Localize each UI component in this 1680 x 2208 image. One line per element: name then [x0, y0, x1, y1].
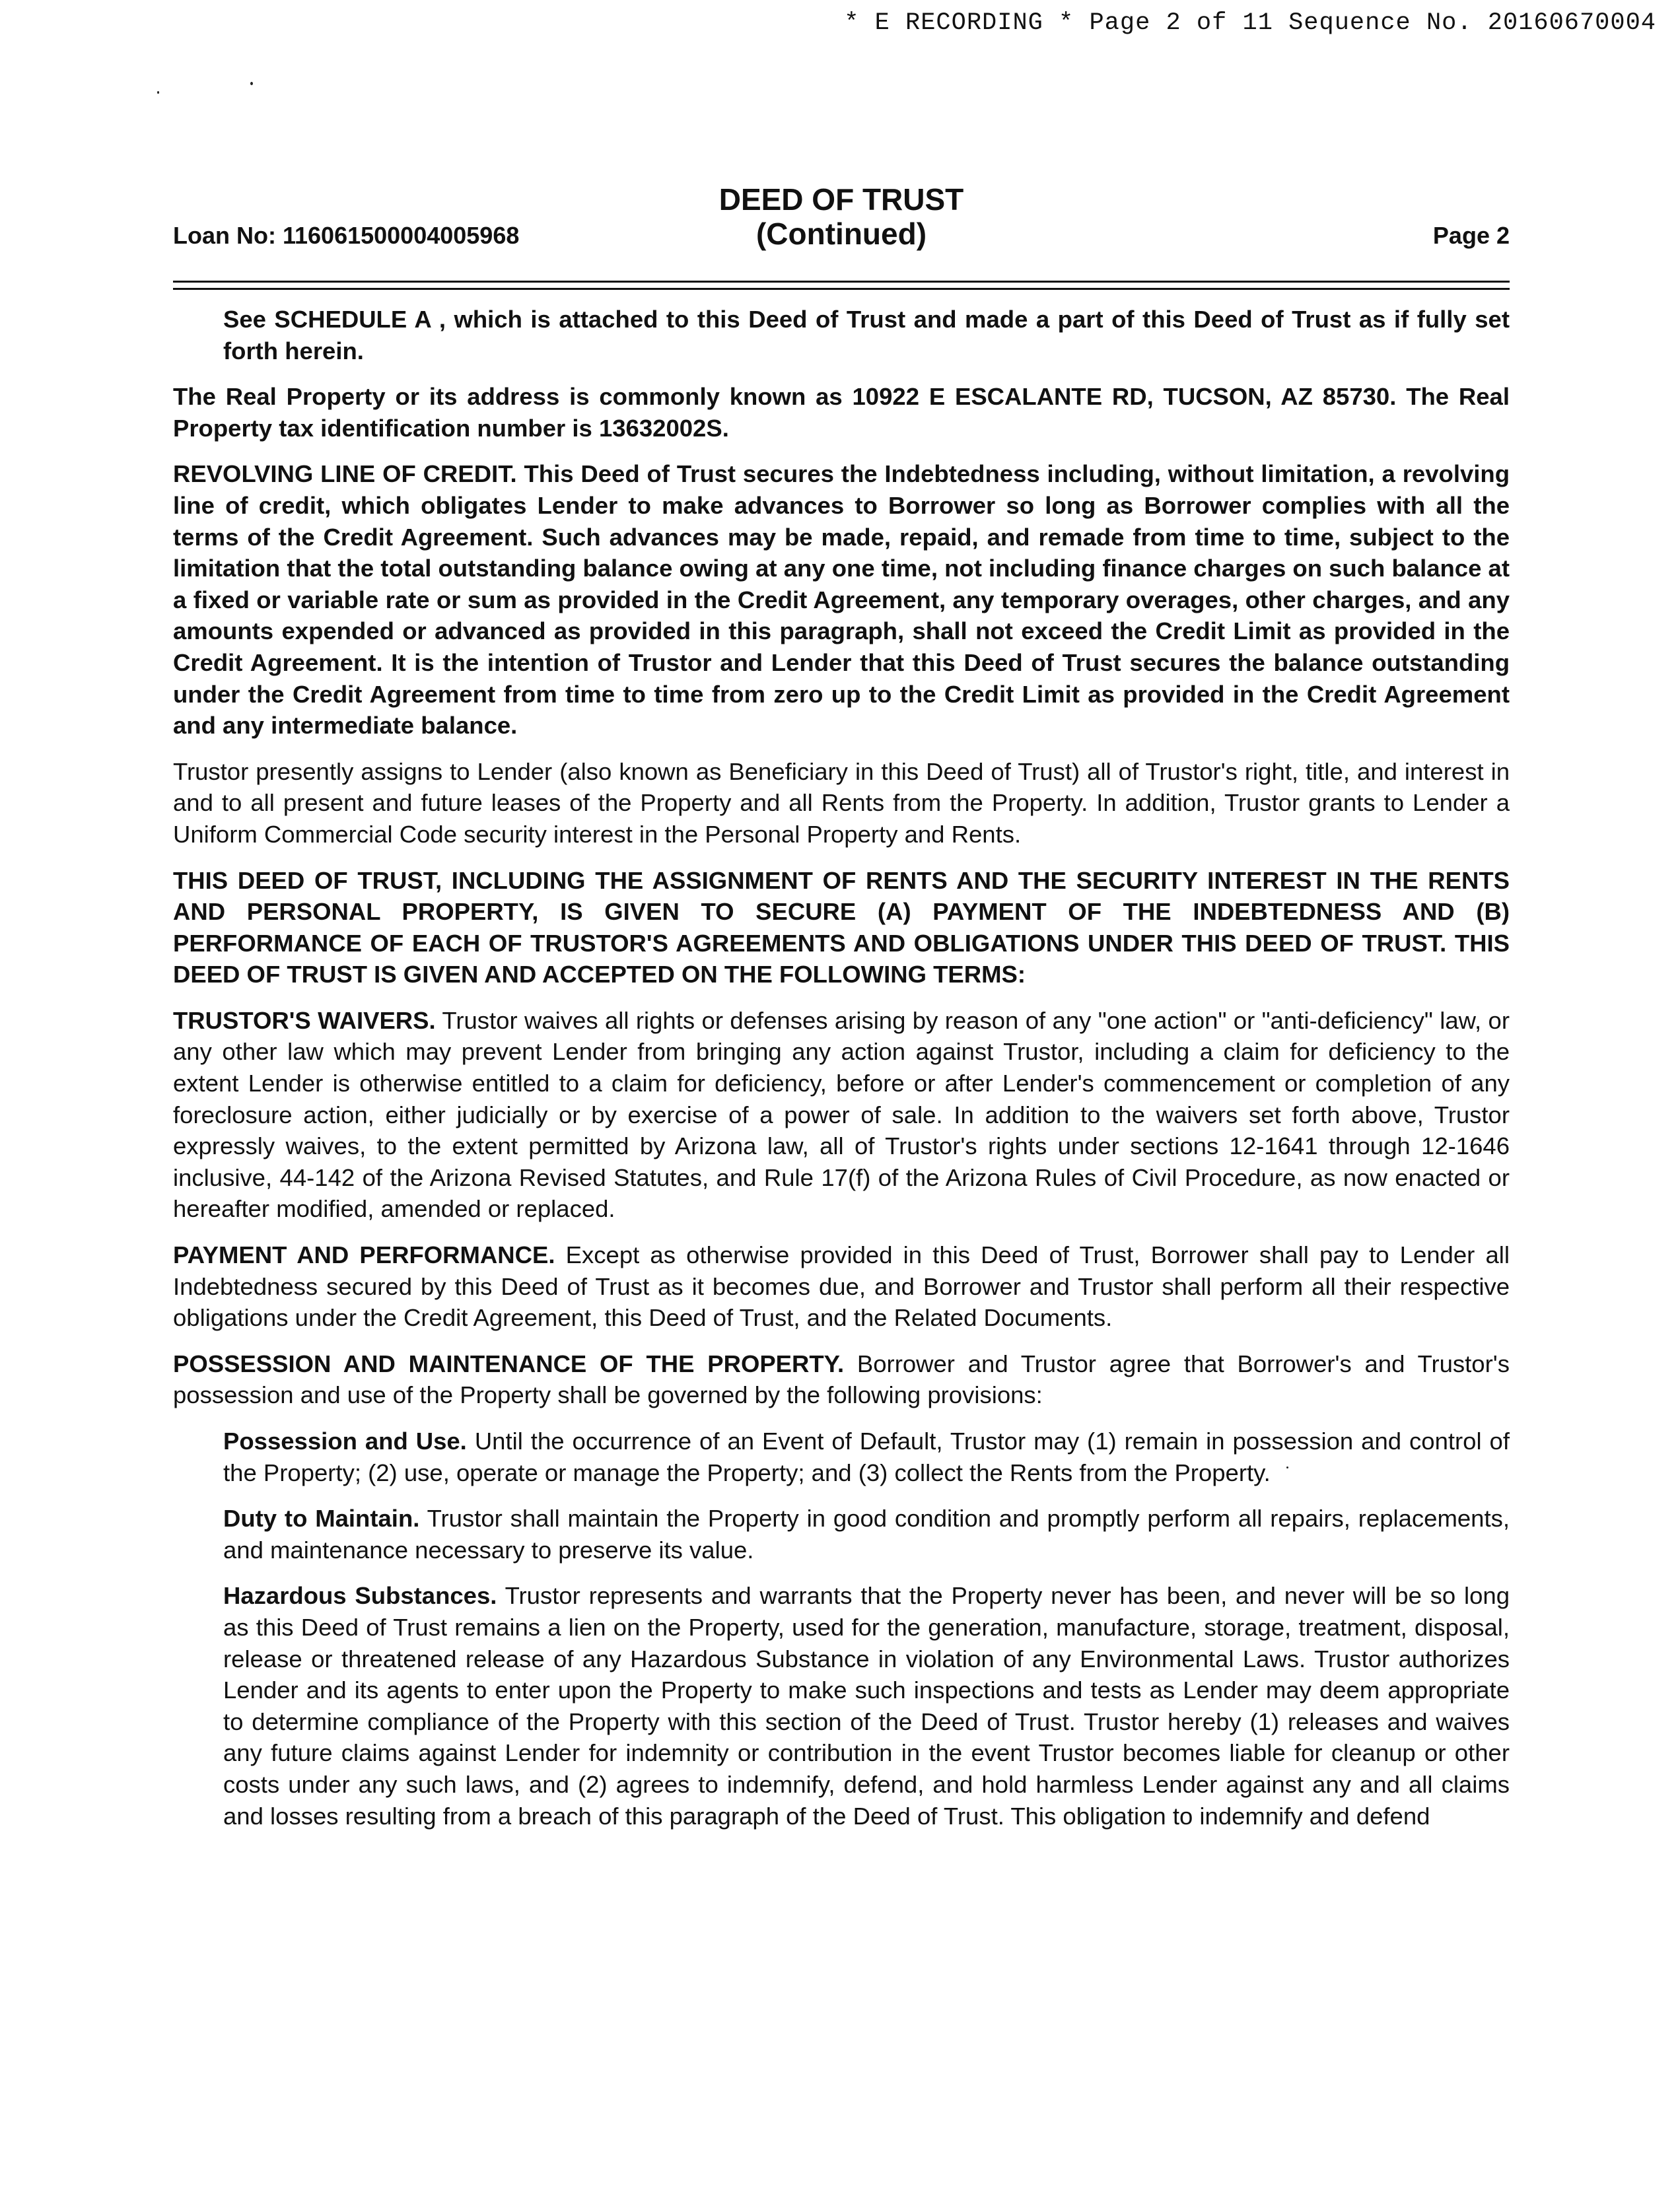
payment-paragraph — [173, 1239, 1510, 1334]
possession-heading: POSSESSION AND MAINTENANCE OF THE PROPERTY. — [173, 1350, 845, 1377]
loan-number: Loan No: 116061500004005968 — [173, 222, 520, 249]
document-body — [173, 304, 1510, 1846]
schedule-paragraph: See SCHEDULE A , which is attached to this Deed of Trust and made a part of this Deed of Trust as if fully set forth herein. — [223, 306, 1510, 364]
assignment-paragraph: Trustor presently assigns to Lender (also known as Beneficiary in this Deed of Trust) all of Trustor's right, title, and interest in and to all present and future leases of the Property and all Rents from the Property. In addition, Trustor grants to Lender a Uniform Commercial Code security interest in the Personal Property and Rents. — [173, 757, 1510, 848]
maintain-heading: Duty to Maintain. — [223, 1505, 420, 1533]
waivers-paragraph — [173, 1005, 1510, 1225]
use-heading: Possession and Use. — [223, 1428, 467, 1455]
payment-heading: PAYMENT AND PERFORMANCE. — [173, 1241, 555, 1269]
hazardous-paragraph — [223, 1580, 1510, 1832]
payment-text: Except as otherwise provided in this Deed of Trust, Borrower shall pay to Lender all Indebtedness secured by this Deed of Trust as it becomes due, and Borrower and Trustor shall perform all their respective obligations under the Credit Agreement, this Deed of Trust, and the Related Documents. — [173, 1241, 1510, 1332]
use-text: Until the occurrence of an Event of Default, Trustor may (1) remain in possession and control of the Property; (2) use, operate or manage the Property; and (3) collect the Rents from the Property. — [223, 1428, 1510, 1486]
real-property-paragraph: The Real Property or its address is commonly known as 10922 E ESCALANTE RD, TUCSON, AZ 85730. The Real Property tax identification number is 13632002S. — [173, 383, 1510, 442]
terms-caps-paragraph: THIS DEED OF TRUST, INCLUDING THE ASSIGNMENT OF RENTS AND THE SECURITY INTEREST IN THE RENTS AND PERSONAL PROPERTY, IS GIVEN TO SECURE (A) PAYMENT OF THE INDEBTEDNESS AND (B) PERFORMANCE OF EACH OF TRUSTOR'S AGREEMENTS AND OBLIGATIONS UNDER THIS DEED OF TRUST. THIS DEED OF TRUST IS GIVEN AND ACCEPTED ON THE FOLLOWING TERMS: — [173, 866, 1510, 988]
title-line: DEED OF TRUST — [718, 182, 964, 217]
title-subline: (Continued) — [755, 217, 927, 251]
maintain-text: Trustor shall maintain the Property in good condition and promptly perform all repairs, replacements, and maintenance necessary to preserve its value. — [223, 1505, 1510, 1564]
header-rule-bottom — [173, 288, 1510, 290]
header-rule-top — [173, 281, 1510, 283]
scan-speck — [157, 91, 159, 94]
page-number: Page 2 — [1432, 222, 1510, 249]
use-paragraph — [223, 1426, 1510, 1488]
document-header — [173, 182, 1510, 255]
waivers-text: Trustor waives all rights or defenses arising by reason of any "one action" or "anti-deficiency" law, or any other law which may prevent Lender from bringing any action against Trustor, including a claim for deficiency to the extent Lender is otherwise entitled to a claim for deficiency, before or after Lender's commencement or completion of any foreclosure action, either judicially or by exercise of a power of sale. In addition to the waivers set forth above, Trustor expressly waives, to the extent permitted by Arizona law, all of Trustor's rights under sections 12-1641 through 12-1646 inclusive, 44-142 of the Arizona Revised Statutes, and Rule 17(f) of the Arizona Rules of Civil Procedure, as now enacted or hereafter modified, amended or replaced. — [173, 1006, 1510, 1223]
recording-stamp: * E RECORDING * Page 2 of 11 Sequence No. 20160670004 — [844, 9, 1656, 37]
hazardous-text: Trustor represents and warrants that the Property never has been, and never will be so long as this Deed of Trust remains a lien on the Property, used for the generation, manufacture, storage, treatment, disposal, release or threatened release of any Hazardous Substance in violation of any Environmental Laws. Trustor authorizes Lender and its agents to enter upon the Property to make such inspections and tests as Lender may deem appropriate to determine compliance of the Property with this section of the Deed of Trust. Trustor hereby (1) releases and waives any future claims against Lender for indemnity or contribution in the event Trustor becomes liable for cleanup or other costs under any such laws, and (2) agrees to indemnify, defend, and hold harmless Lender against any and all claims and losses resulting from a breach of this paragraph of the Deed of Trust. This obligation to indemnify and defend — [223, 1582, 1510, 1830]
document-title — [173, 182, 1510, 251]
possession-paragraph — [173, 1348, 1510, 1411]
possession-text: Borrower and Trustor agree that Borrower's and Trustor's possession and use of the Property shall be governed by the following provisions: — [173, 1350, 1510, 1409]
maintain-paragraph — [223, 1503, 1510, 1566]
revolving-credit-paragraph: REVOLVING LINE OF CREDIT. This Deed of Trust secures the Indebtedness including, without limitation, a revolving line of credit, which obligates Lender to make advances to Borrower so long as Borrower complies with all the terms of the Credit Agreement. Such advances may be made, repaid, and remade from time to time, subject to the limitation that the total outstanding balance owing at any one time, not including finance charges on such balance at a fixed or variable rate or sum as provided in the Credit Agreement, any temporary overages, other charges, and any amounts expended or advanced as provided in this paragraph, shall not exceed the Credit Limit as provided in the Credit Agreement. It is the intention of Trustor and Lender that this Deed of Trust secures the balance outstanding under the Credit Agreement from time to time from zero up to the Credit Limit as provided in the Credit Agreement and any intermediate balance. — [173, 460, 1510, 740]
waivers-heading: TRUSTOR'S WAIVERS. — [173, 1006, 436, 1034]
hazardous-heading: Hazardous Substances. — [223, 1582, 497, 1610]
scan-speck — [250, 82, 253, 85]
